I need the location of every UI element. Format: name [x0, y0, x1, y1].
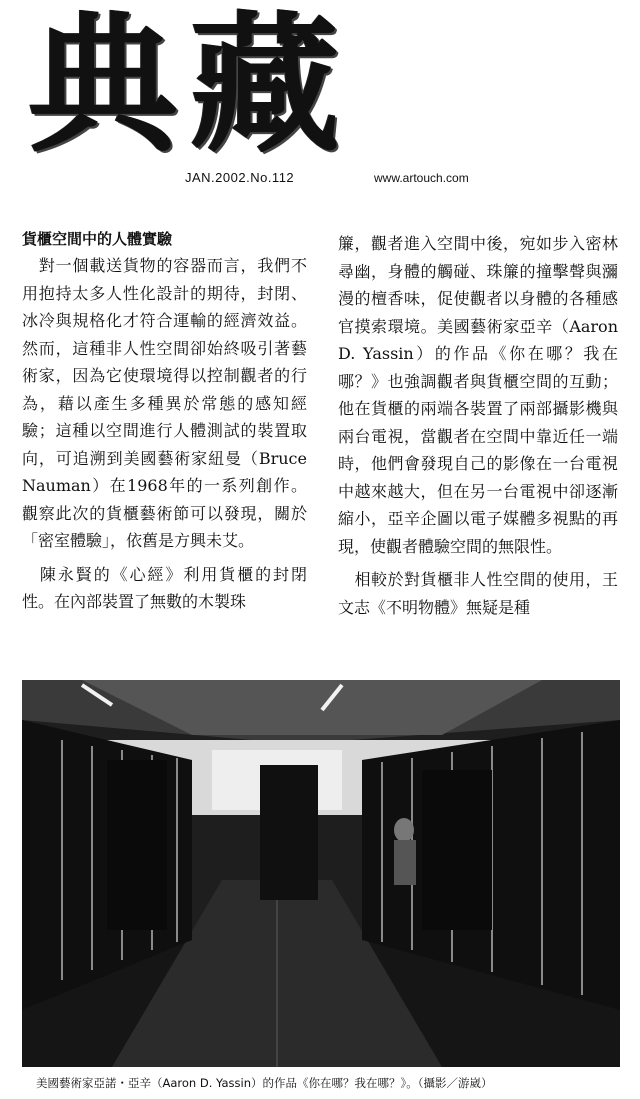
article-paragraph: 陳永賢的《心經》利用貨櫃的封閉性。在內部裝置了無數的木製珠: [22, 564, 307, 611]
website-url: www.artouch.com: [374, 171, 469, 185]
masthead: [0, 0, 640, 200]
logo-char-cang: 藏: [190, 0, 341, 173]
article-paragraph: 對一個載送貨物的容器而言，我們不用抱持太多人性化設計的期待，封閉、冰冷與規格化才符合運輸的經濟效益。然而，這種非人性空間卻始終吸引著藝術家，因為它使環境得以控制觀者的行為，藉以產生多種異於常態的感知經驗；這種以空間進行人體測試的裝置取向，可追溯到美國藝術家紐曼（Bruce Nauman）在1968年的一系列創作。觀察此次的貨櫃藝術節可以發現，關於「密室體驗」，依舊是方興未艾。: [22, 256, 307, 550]
photo-caption: 美國藝術家亞諾・亞辛（Aaron D. Yassin）的作品《你在哪？我在哪？》。（攝影／游崴）: [36, 1076, 493, 1090]
photo-illustration: [22, 680, 620, 1067]
logo-char-dian: 典: [28, 0, 179, 173]
article-headline: 貨櫃空間中的人體實驗: [22, 230, 173, 248]
article-column-left: [22, 228, 307, 622]
article-paragraph: 簾，觀者進入空間中後，宛如步入密林尋幽，身體的觸碰、珠簾的撞擊聲與瀰漫的檀香味，促使觀者以身體的各種感官摸索環境。美國藝術家亞辛（Aaron D. Yassin）的作品《你在哪？我在哪？》也強調觀者與貨櫃空間的互動；他在貨櫃的兩端各裝置了兩部攝影機與兩台電視，當觀者在空間中靠近任一端時，他們會發現自己的影像在一台電視中越來越大，但在另一台電視中卻逐漸縮小，亞辛企圖以電子媒體多視點的再現，使觀者體驗空間的無限性。: [338, 234, 618, 556]
issue-number: JAN.2002.No.112: [185, 170, 295, 185]
installation-photo: [22, 680, 620, 1067]
article-column-right: [338, 230, 618, 627]
article-paragraph: 相較於對貨櫃非人性空間的使用，王文志《不明物體》無疑是種: [338, 570, 618, 617]
